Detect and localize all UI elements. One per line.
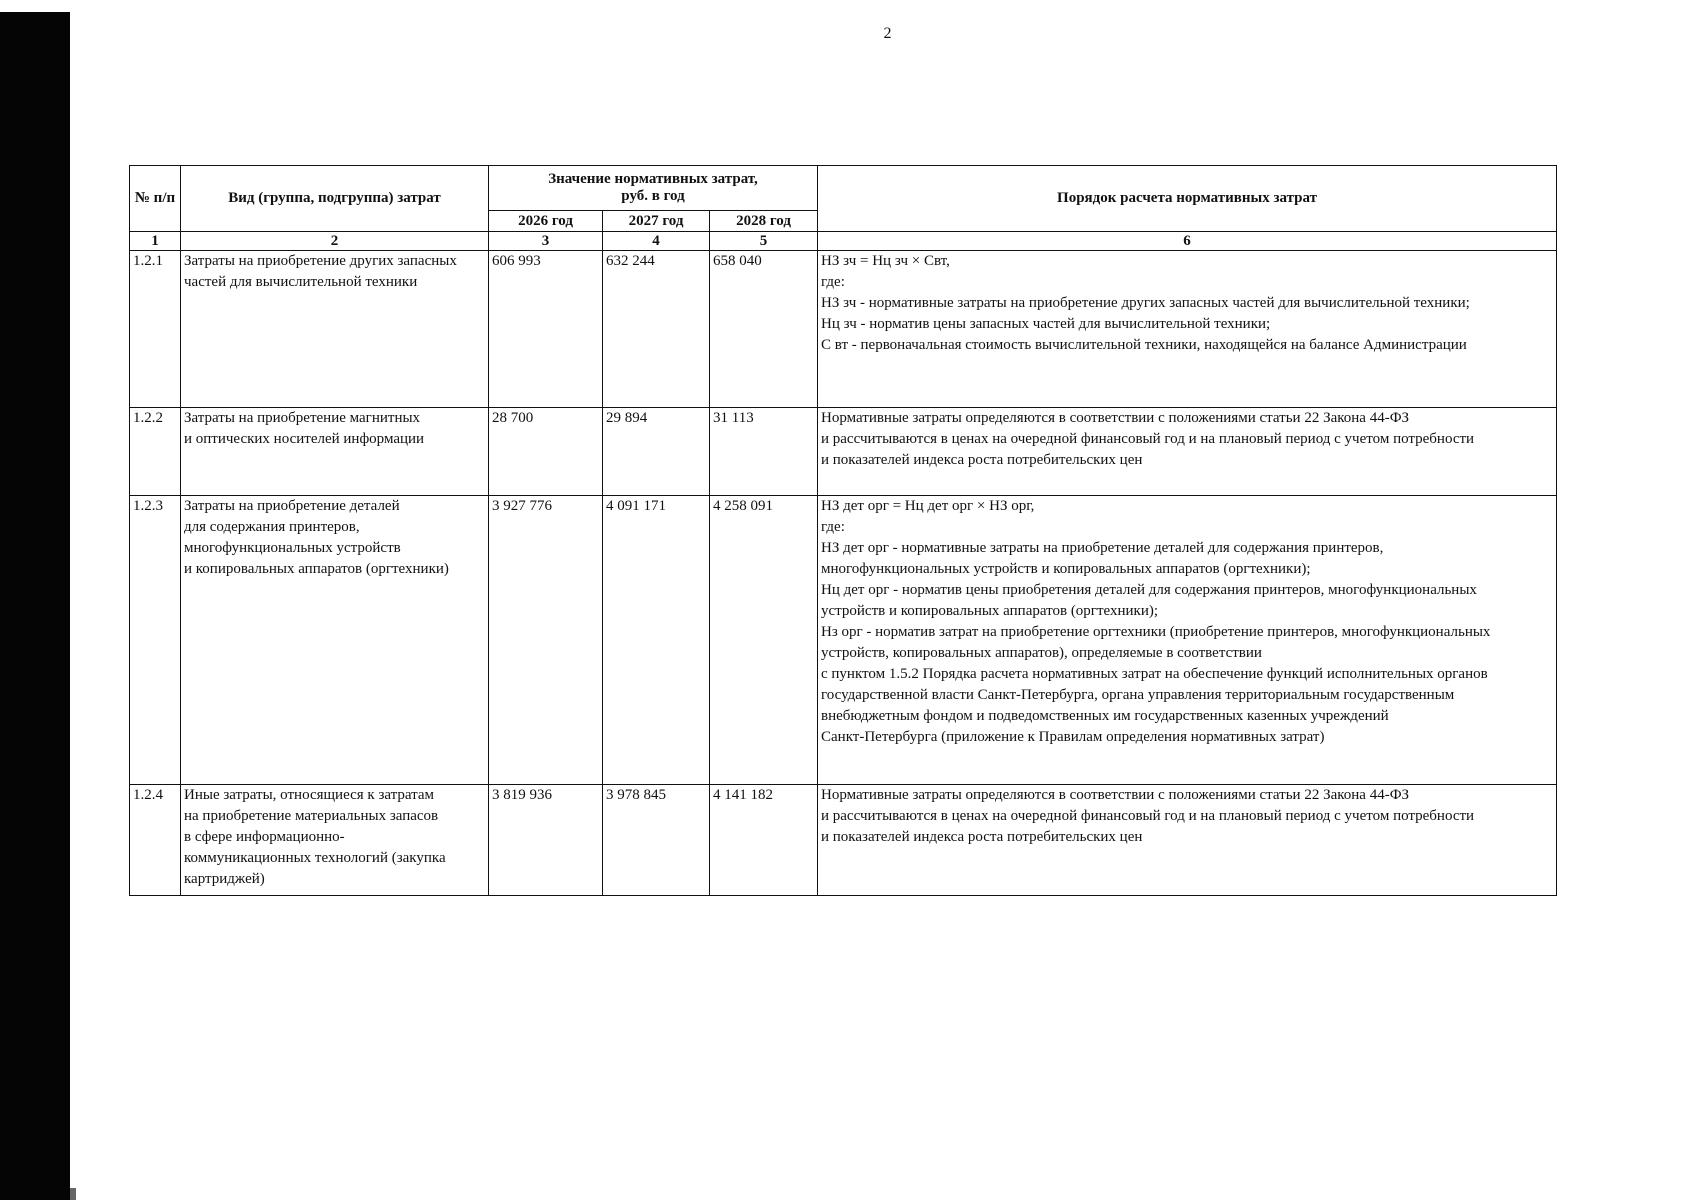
cost-kind-line: частей для вычислительной техники — [184, 274, 418, 290]
cost-kind-line: многофункциональных устройств — [184, 540, 401, 556]
calc-method-line: и показателей индекса роста потребительских цен — [821, 829, 1143, 845]
header-year-2028: 2028 год — [710, 211, 818, 232]
calc-method-line: Нц дет орг - норматив цены приобретения деталей для содержания принтеров, многофункциональных — [821, 582, 1477, 598]
cost-norms-table — [129, 165, 1557, 896]
cost-kind-line: Затраты на приобретение деталей — [184, 498, 400, 514]
cost-kind-line: для содержания принтеров, — [184, 519, 360, 535]
header-num: № п/п — [130, 166, 181, 232]
calc-method — [818, 251, 1557, 408]
header-method: Порядок расчета нормативных затрат — [818, 166, 1557, 232]
row-number: 1.2.2 — [130, 408, 181, 496]
calc-method-line: Нц зч - норматив цены запасных частей для вычислительной техники; — [821, 316, 1271, 332]
calc-method-line: С вт - первоначальная стоимость вычислительной техники, находящейся на балансе Администрации — [821, 337, 1467, 353]
value-2027: 632 244 — [603, 251, 710, 408]
header-value — [489, 166, 818, 211]
value-2026: 3 819 936 — [489, 785, 603, 896]
calc-method — [818, 785, 1557, 896]
calc-method-line: и рассчитываются в ценах на очередной финансовый год и на плановый период с учетом потребности — [821, 808, 1475, 824]
cost-kind-line: на приобретение материальных запасов — [184, 808, 439, 824]
table-row — [130, 496, 1557, 785]
calc-method-line: Нормативные затраты определяются в соответствии с положениями статьи 22 Закона 44-ФЗ — [821, 787, 1410, 803]
header-value-line2: руб. в год — [621, 188, 685, 204]
column-number: 5 — [710, 232, 818, 251]
value-2028: 4 258 091 — [710, 496, 818, 785]
row-number: 1.2.4 — [130, 785, 181, 896]
value-2028: 4 141 182 — [710, 785, 818, 896]
cost-kind — [181, 251, 489, 408]
header-row — [130, 166, 1557, 211]
row-number: 1.2.3 — [130, 496, 181, 785]
calc-method-line: Санкт-Петербурга (приложение к Правилам определения нормативных затрат) — [821, 729, 1325, 745]
scan-mark — [70, 1188, 76, 1200]
header-year-2027: 2027 год — [603, 211, 710, 232]
calc-method-line: где: — [821, 519, 845, 535]
scan-black-margin — [0, 12, 70, 1200]
table-row — [130, 251, 1557, 408]
value-2028: 31 113 — [710, 408, 818, 496]
header-year-2026: 2026 год — [489, 211, 603, 232]
column-number: 3 — [489, 232, 603, 251]
column-number-row — [130, 232, 1557, 251]
cost-kind-line: и оптических носителей информации — [184, 431, 425, 447]
column-number: 1 — [130, 232, 181, 251]
column-number: 2 — [181, 232, 489, 251]
cost-kind-line: и копировальных аппаратов (оргтехники) — [184, 561, 449, 577]
calc-method — [818, 496, 1557, 785]
value-2027: 4 091 171 — [603, 496, 710, 785]
cost-kind-line: в сфере информационно- — [184, 829, 345, 845]
calc-method-line: с пунктом 1.5.2 Порядка расчета нормативных затрат на обеспечение функций исполнительных органов — [821, 666, 1488, 682]
cost-kind-line: Иные затраты, относящиеся к затратам — [184, 787, 435, 803]
cost-kind-line: Затраты на приобретение других запасных — [184, 253, 457, 269]
cost-kind-line: коммуникационных технологий (закупка — [184, 850, 446, 866]
page-number: 2 — [883, 25, 892, 42]
calc-method-line: Нормативные затраты определяются в соответствии с положениями статьи 22 Закона 44-ФЗ — [821, 410, 1410, 426]
calc-method-line: НЗ зч = Нц зч × Свт, — [821, 253, 950, 269]
calc-method-line: многофункциональных устройств и копировальных аппаратов (оргтехники); — [821, 561, 1311, 577]
calc-method-line: и показателей индекса роста потребительских цен — [821, 452, 1143, 468]
header-kind: Вид (группа, подгруппа) затрат — [181, 166, 489, 232]
calc-method-line: Нз орг - норматив затрат на приобретение оргтехники (приобретение принтеров, многофункциональных — [821, 624, 1491, 640]
calc-method-line: НЗ дет орг = Нц дет орг × НЗ орг, — [821, 498, 1035, 514]
cost-kind — [181, 785, 489, 896]
value-2027: 3 978 845 — [603, 785, 710, 896]
calc-method-line: устройств, копировальных аппаратов), определяемые в соответствии — [821, 645, 1262, 661]
column-number: 6 — [818, 232, 1557, 251]
cost-kind — [181, 408, 489, 496]
calc-method-line: где: — [821, 274, 845, 290]
calc-method-line: устройств и копировальных аппаратов (оргтехники); — [821, 603, 1159, 619]
calc-method — [818, 408, 1557, 496]
cost-kind-line: Затраты на приобретение магнитных — [184, 410, 421, 426]
header-value-line1: Значение нормативных затрат, — [548, 171, 758, 187]
cost-kind-line: картриджей) — [184, 871, 265, 887]
value-2028: 658 040 — [710, 251, 818, 408]
value-2026: 3 927 776 — [489, 496, 603, 785]
value-2027: 29 894 — [603, 408, 710, 496]
calc-method-line: НЗ зч - нормативные затраты на приобретение других запасных частей для вычислительной техники; — [821, 295, 1470, 311]
cost-kind — [181, 496, 489, 785]
calc-method-line: государственной власти Санкт-Петербурга, органа управления территориальным государственным — [821, 687, 1455, 703]
calc-method-line: внебюджетным фондом и подведомственных им государственных казенных учреждений — [821, 708, 1389, 724]
value-2026: 606 993 — [489, 251, 603, 408]
row-number: 1.2.1 — [130, 251, 181, 408]
value-2026: 28 700 — [489, 408, 603, 496]
table-row — [130, 785, 1557, 896]
column-number: 4 — [603, 232, 710, 251]
calc-method-line: и рассчитываются в ценах на очередной финансовый год и на плановый период с учетом потребности — [821, 431, 1475, 447]
calc-method-line: НЗ дет орг - нормативные затраты на приобретение деталей для содержания принтеров, — [821, 540, 1384, 556]
table-row — [130, 408, 1557, 496]
